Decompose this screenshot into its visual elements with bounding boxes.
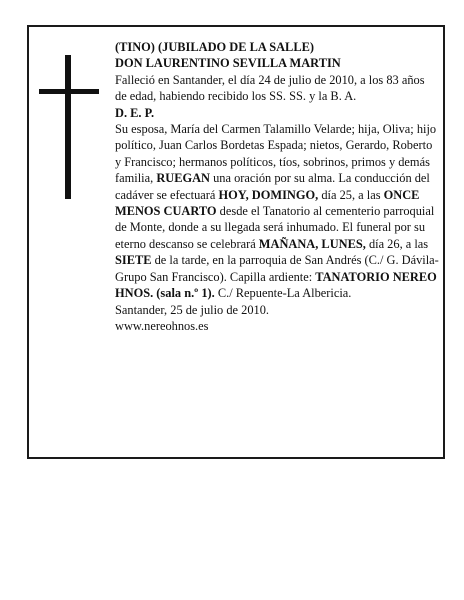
- once-menos-cuarto-text: ONCE MENOS CUARTO: [115, 187, 420, 219]
- death-line: Falleció en Santander, el día 24 de julio de 2010, a los 83 años: [115, 72, 425, 87]
- address-text: C./ Repuente-La Albericia.: [214, 286, 352, 301]
- family-text: Su esposa, María del Carmen Talamillo Velarde; hija, Oliva; hijo político, Juan Carlos Bordetas Espada; nietos, Gerardo, Roberto y Francisco; hermanos políticos, tíos, sobrinos, primos y demás familia,: [115, 122, 437, 186]
- obituary-notice: [27, 25, 445, 459]
- church-text: de la tarde, en la parroquia de San Andrés (C./ G. Dávila-Grupo San Francisco). Capilla ardiente:: [115, 253, 439, 284]
- hoy-domingo-text: HOY, DOMINGO,: [218, 187, 319, 202]
- rip-line: D. E. P.: [115, 105, 155, 120]
- sacraments-line: de edad, habiendo recibido los SS. SS. y la B. A.: [115, 89, 357, 104]
- day25-text: día 25, a las: [318, 187, 384, 202]
- website-link[interactable]: www.nereohnos.es: [115, 318, 209, 333]
- cross-icon: [39, 55, 99, 199]
- manana-lunes-text: MAÑANA, LUNES,: [258, 236, 366, 251]
- prayer-text: una oración por su alma. La conducción del cadáver se efectuará: [115, 171, 430, 202]
- date-place: Santander, 25 de julio de 2010.: [115, 302, 270, 317]
- day26-text: día 26, a las: [365, 236, 429, 251]
- funeral-details: [115, 121, 441, 301]
- cross-vertical-bar: [65, 55, 71, 199]
- tanatorio-text: desde el Tanatorio al cementerio parroquial de Monte, donde a su llegada será inhumado. El funeral por su eterno descanso se celebrará: [115, 204, 435, 251]
- siete-text: SIETE: [115, 253, 152, 268]
- nickname-title: (TINO) (JUBILADO DE LA SALLE): [115, 40, 314, 54]
- deceased-name: DON LAURENTINO SEVILLA MARTIN: [115, 56, 341, 71]
- notice-text: [115, 39, 441, 334]
- ruegan-text: RUEGAN: [156, 171, 211, 186]
- cross-horizontal-bar: [39, 89, 99, 94]
- tanatorio-name: TANATORIO NEREO HNOS. (sala n.º 1).: [115, 269, 437, 301]
